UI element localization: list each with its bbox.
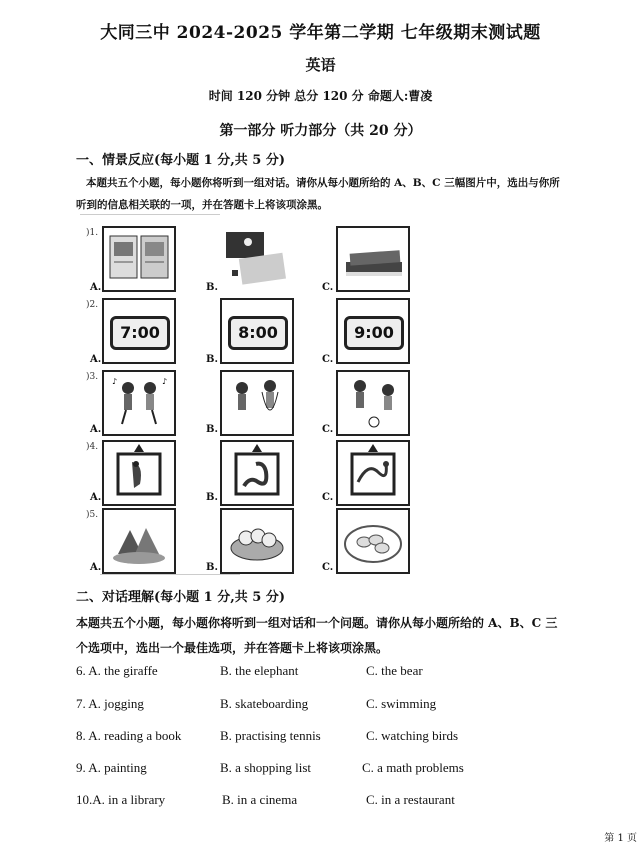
section1-instruction bbox=[86, 172, 626, 194]
option-label: B. bbox=[206, 424, 218, 435]
question-number: )4. bbox=[86, 442, 99, 452]
svg-text:♪: ♪ bbox=[112, 377, 118, 386]
open-book-image bbox=[102, 226, 176, 292]
q7-option-b: B. skateboarding bbox=[220, 696, 309, 711]
q8-option-c: C. watching birds bbox=[366, 728, 459, 743]
option-label: A. bbox=[90, 354, 102, 365]
question-number: )3. bbox=[86, 372, 99, 382]
q8-option-b: B. practising tennis bbox=[220, 728, 321, 743]
photo-image bbox=[220, 226, 290, 288]
section2-instruction: 本题共五个小题，每小题你将听到一组对话和一个问题。请你从每小题所给的 A、B、C 三 bbox=[76, 616, 558, 630]
question-number: )1. bbox=[86, 228, 99, 238]
section2-instruction-2: 个选项中，选出一个最佳选项，并在答题卡上将该项涂黑。 bbox=[76, 641, 389, 655]
dancing-image bbox=[102, 370, 176, 436]
scan-artifact bbox=[100, 574, 240, 575]
section1-heading: 一、情景反应(每小题 1 分,共 5 分) bbox=[76, 153, 286, 168]
option-label: C. bbox=[322, 562, 334, 573]
exam-subject: 英语 bbox=[305, 56, 336, 74]
clock-7-image bbox=[102, 298, 176, 364]
q9-option-a: 9. A. painting bbox=[76, 760, 147, 775]
zongzi-image bbox=[102, 508, 176, 574]
books-image bbox=[336, 226, 410, 292]
q8-option-a: 8. A. reading a book bbox=[76, 728, 182, 743]
q6-option-c: C. the bear bbox=[366, 663, 423, 678]
snake-image bbox=[220, 440, 294, 506]
option-label: C. bbox=[322, 282, 334, 293]
option-label: A. bbox=[90, 282, 102, 293]
question-number: )2. bbox=[86, 300, 99, 310]
option-label: C. bbox=[322, 424, 334, 435]
clock-display: 8:00 bbox=[228, 316, 288, 350]
q10-option-b: B. in a cinema bbox=[222, 792, 298, 807]
parrot-image bbox=[102, 440, 176, 506]
picture-grid bbox=[84, 222, 424, 582]
clock-display: 7:00 bbox=[110, 316, 170, 350]
option-label: B. bbox=[206, 282, 218, 293]
option-label: A. bbox=[90, 492, 102, 503]
option-label: B. bbox=[206, 562, 218, 573]
q10-option-c: C. in a restaurant bbox=[366, 792, 455, 807]
clock-8-image bbox=[220, 298, 294, 364]
instruction-line: 本题共五个小题，每小题你将听到一组对话。请你从每小题所给的 A、B、C 三幅图片中，选出与你所 bbox=[86, 177, 560, 189]
part-title: 第一部分 听力部分（共 20 分） bbox=[219, 123, 422, 139]
q7-option-a: 7. A. jogging bbox=[76, 696, 144, 711]
section2-heading: 二、对话理解(每小题 1 分,共 5 分) bbox=[76, 590, 286, 605]
option-label: B. bbox=[206, 492, 218, 503]
option-label: C. bbox=[322, 354, 334, 365]
q7-option-c: C. swimming bbox=[366, 696, 437, 711]
scan-artifact bbox=[80, 214, 220, 215]
q6-option-b: B. the elephant bbox=[220, 663, 299, 678]
option-label: C. bbox=[322, 492, 334, 503]
section1-instruction-2: 听到的信息相关联的一项，并在答题卡上将该项涂黑。 bbox=[76, 199, 328, 211]
q6-option-a: 6. A. the giraffe bbox=[76, 663, 158, 678]
page-number: 第 1 页 bbox=[604, 833, 637, 844]
question-number: )5. bbox=[86, 510, 99, 520]
option-label: B. bbox=[206, 354, 218, 365]
q9-option-c: C. a math problems bbox=[362, 760, 464, 775]
q9-option-b: B. a shopping list bbox=[220, 760, 312, 775]
option-label: A. bbox=[90, 562, 102, 573]
dumplings-image bbox=[336, 508, 410, 574]
steamed-buns-image bbox=[220, 508, 294, 574]
exam-title: 大同三中 2024-2025 学年第二学期 七年级期末测试题 bbox=[100, 23, 541, 43]
jump-rope-image bbox=[220, 370, 294, 436]
clock-display: 9:00 bbox=[344, 316, 404, 350]
clock-9-image bbox=[336, 298, 410, 364]
q10-option-a: 10.A. in a library bbox=[76, 792, 166, 807]
soccer-image bbox=[336, 370, 410, 436]
svg-text:♪: ♪ bbox=[162, 377, 168, 386]
option-label: A. bbox=[90, 424, 102, 435]
dragon-image bbox=[336, 440, 410, 506]
exam-meta: 时间 120 分钟 总分 120 分 命题人:曹凌 bbox=[208, 89, 433, 103]
